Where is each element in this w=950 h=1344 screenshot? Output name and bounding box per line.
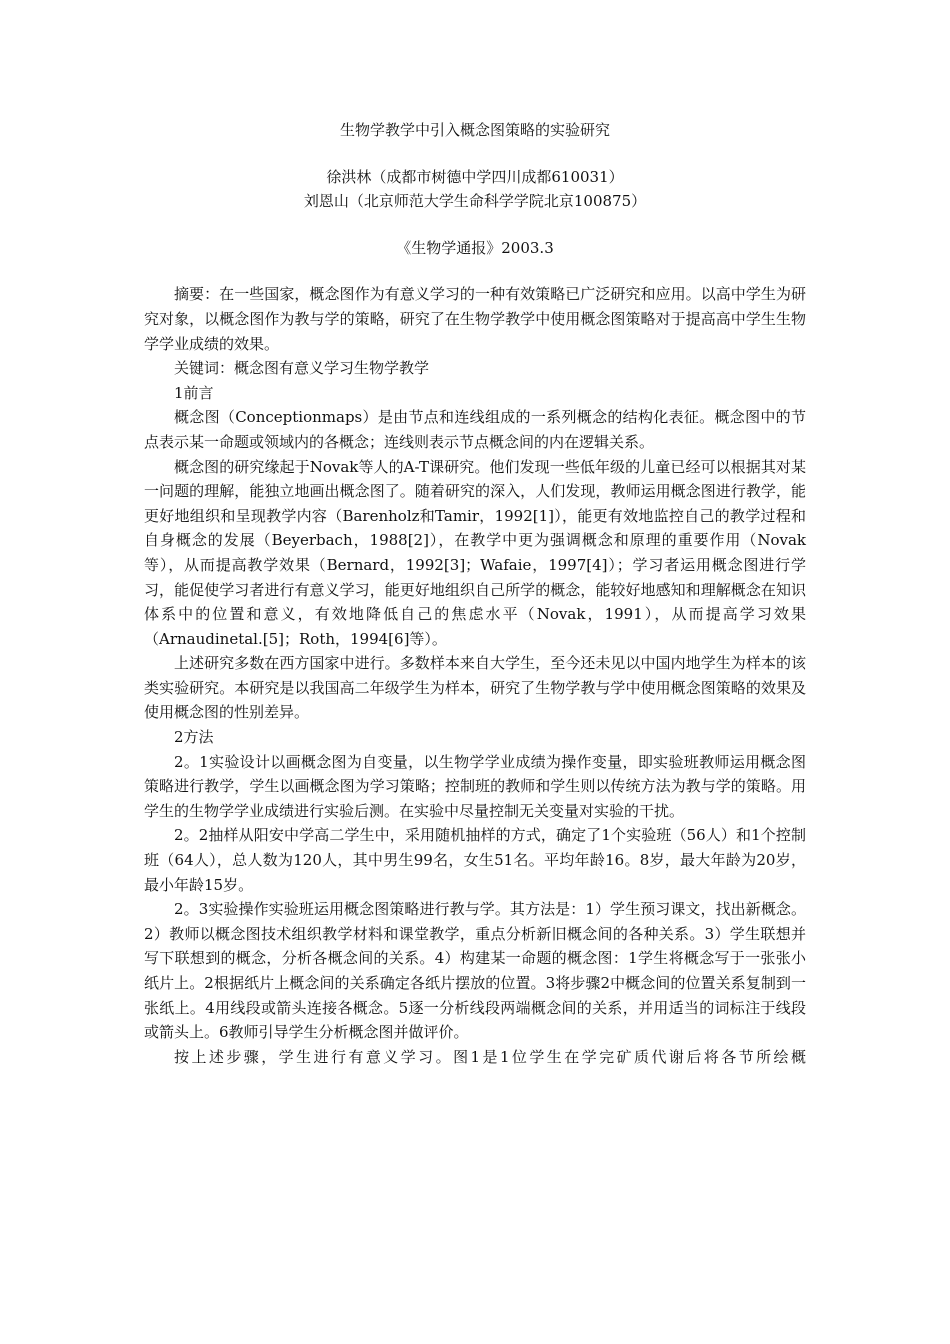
methods-paragraph-sampling: 2。2抽样从阳安中学高二学生中，采用随机抽样的方式，确定了1个实验班（56人）和1个控制班（64人），总人数为120人，其中男生99名，女生51名。平均年龄16。8岁，最大年龄为20岁，最小年龄15岁。	[144, 826, 806, 894]
methods-paragraph-design: 2。1实验设计以画概念图为自变量，以生物学学业成绩为操作变量，即实验班教师运用概念图策略进行教学，学生以画概念图为学习策略；控制班的教师和学生则以传统方法为教与学的策略。用学生的生物学学业成绩进行实验后测。在实验中尽量控制无关变量对实验的干扰。	[144, 752, 806, 820]
keywords: 关键词：概念图有意义学习生物学教学	[174, 359, 430, 378]
document-page	[144, 118, 806, 1069]
journal-citation: 《生物学通报》2003.3	[396, 238, 554, 257]
intro-paragraph-2: 概念图的研究缘起于Novak等人的A-T课研究。他们发现一些低年级的儿童已经可以根据其对某一问题的理解，能独立地画出概念图了。随着研究的深入，人们发现，教师运用概念图进行教学，能更好地组织和呈现教学内容（Barenholz和Tamir，1992[1]），能更有效地监控自己的教学过程和自身概念的发展（Beyerbach，1988[2]），在教学中更为强调概念和原理的重要作用（Novak等），从而提高教学效果（Bernard，1992[3]；Wafaie，1997[4]）；学习者运用概念图进行学习，能促使学习者进行有意义学习，能更好地组织自己所学的概念，能较好地感知和理解概念在知识体系中的位置和意义，有效地降低自己的焦虑水平（Novak，1991），从而提高学习效果（Arnaudinetal.[5]；Roth，1994[6]等）。	[144, 457, 806, 648]
section-heading-methods: 2方法	[174, 728, 214, 747]
abstract: 摘要：在一些国家，概念图作为有意义学习的一种有效策略已广泛研究和应用。以高中学生为研究对象，以概念图作为教与学的策略，研究了在生物学教学中使用概念图策略对于提高高中学生生物学学业成绩的效果。	[144, 285, 806, 353]
author-line-2: 刘恩山（北京师范大学生命科学学院北京100875）	[303, 192, 647, 211]
intro-paragraph-3: 上述研究多数在西方国家中进行。多数样本来自大学生，至今还未见以中国内地学生为样本的该类实验研究。本研究是以我国高二年级学生为样本，研究了生物学教与学中使用概念图策略的效果及使用概念图的性别差异。	[144, 654, 806, 722]
author-line-1: 徐洪林（成都市树德中学四川成都610031）	[326, 167, 624, 186]
intro-paragraph-1: 概念图（Conceptionmaps）是由节点和连线组成的一系列概念的结构化表征。概念图中的节点表示某一命题或领域内的各概念；连线则表示节点概念间的内在逻辑关系。	[144, 408, 806, 451]
methods-paragraph-continuation: 按上述步骤，学生进行有意义学习。图1是1位学生在学完矿质代谢后将各节所绘概	[174, 1047, 806, 1066]
document-title: 生物学教学中引入概念图策略的实验研究	[339, 121, 610, 139]
methods-paragraph-procedure: 2。3实验操作实验班运用概念图策略进行教与学。其方法是：1）学生预习课文，找出新概念。2）教师以概念图技术组织教学材料和课堂教学，重点分析新旧概念间的各种关系。3）学生联想并写下联想到的概念，分析各概念间的关系。4）构建某一命题的概念图：1学生将概念写于一张张小纸片上。2根据纸片上概念间的关系确定各纸片摆放的位置。3将步骤2中概念间的位置关系复制到一张纸上。4用线段或箭头连接各概念。5逐一分析线段两端概念间的关系，并用适当的词标注于线段或箭头上。6教师引导学生分析概念图并做评价。	[144, 900, 806, 1042]
section-heading-introduction: 1前言	[174, 383, 214, 402]
